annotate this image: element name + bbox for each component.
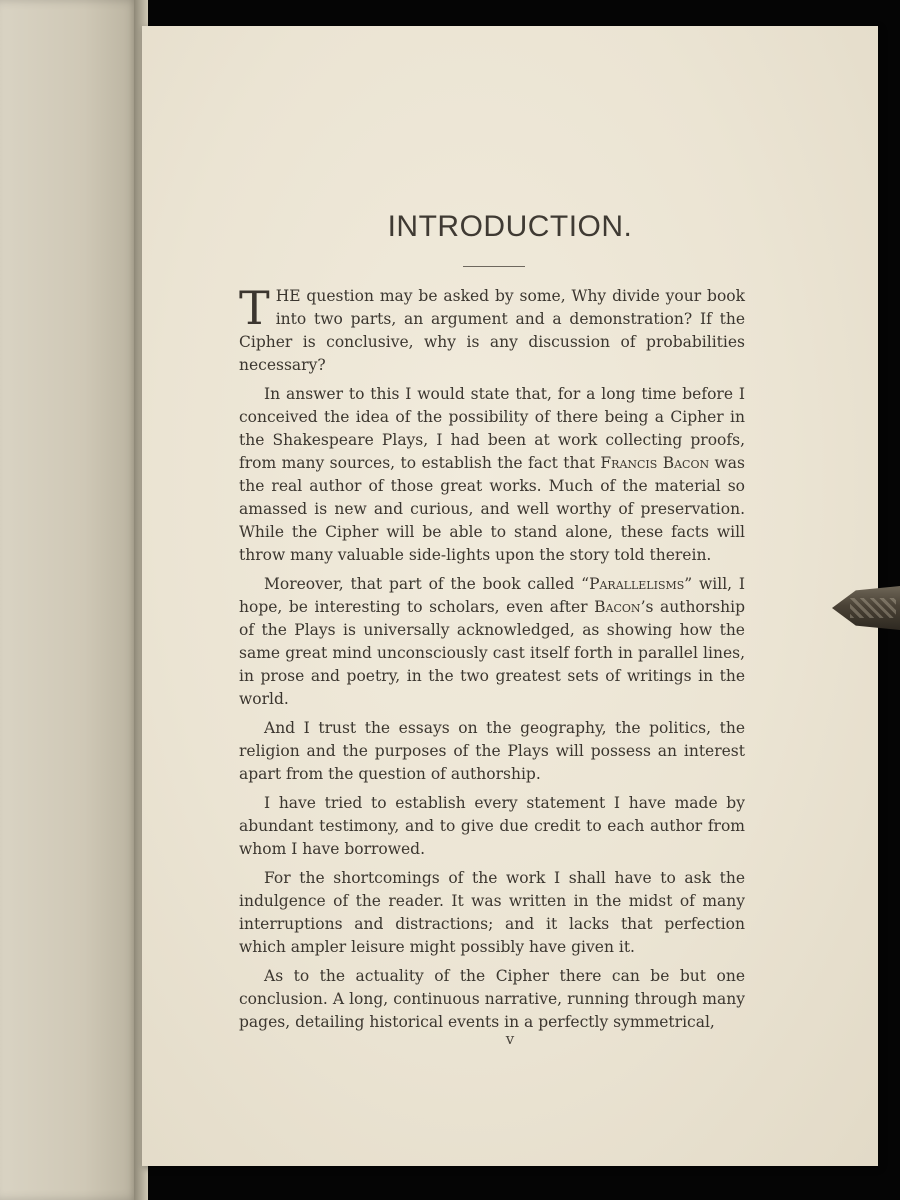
page-title: INTRODUCTION. (387, 210, 633, 243)
paragraph-2-text-b: was the real author of those great works. Much of the material so amassed is new and curious, and well worthy of preservation. While the Cipher will be able to stand alone, these facts will throw many valuable side-lights upon the story told therein. (239, 454, 745, 564)
paragraph-2 (239, 383, 745, 567)
paragraph-1-text: HE question may be asked by some, Why divide your book into two parts, an argument and a demonstration? If the Cipher is conclusive, why is any discussion of probabilities necessary? (239, 287, 745, 374)
bacon-name: Bacon (594, 598, 641, 616)
body-text (239, 281, 746, 1040)
paragraph-3 (239, 573, 745, 711)
paragraph-6: For the shortcomings of the work I shall have to ask the indulgence of the reader. It was written in the midst of many interruptions and distractions; and it lacks that perfection which ampler leisure might possibly have given it. (239, 869, 745, 956)
left-page-edge (0, 0, 140, 1200)
title-rule (463, 266, 525, 267)
paragraph-3-text-c: ’s authorship of the Plays is universally acknowledged, as showing how the same great mind unconsciously cast itself forth in parallel lines, in prose and poetry, in the two greatest sets of writings in the world. (239, 598, 745, 708)
paragraph-3-text-a: Moreover, that part of the book called “ (264, 575, 590, 593)
parallelisms-term: Parallelisms (589, 575, 685, 593)
paragraph-3-text-b: ” will, I hope, be interesting to scholars, even after (239, 575, 746, 616)
paragraph-1 (239, 281, 745, 377)
paragraph-2-text-a: In answer to this I would state that, for a long time before I conceived the idea of the possibility of there being a Cipher in the Shakespeare Plays, I had been at work collecting proofs, from many sources, to establish the fact that (239, 385, 745, 472)
paragraph-7: As to the actuality of the Cipher there can be but one conclusion. A long, continuous narrative, running through many pages, detailing historical events in a perfectly symmetrical, (239, 967, 745, 1031)
author-name: Francis Bacon (600, 454, 710, 472)
page-number: v (505, 1030, 515, 1048)
paragraph-4: And I trust the essays on the geography, the politics, the religion and the purposes of the Plays will possess an interest apart from the question of authorship. (239, 719, 745, 783)
drop-cap: T (239, 281, 270, 335)
paragraph-5: I have tried to establish every statement I have made by abundant testimony, and to give due credit to each author from whom I have borrowed. (239, 794, 745, 858)
